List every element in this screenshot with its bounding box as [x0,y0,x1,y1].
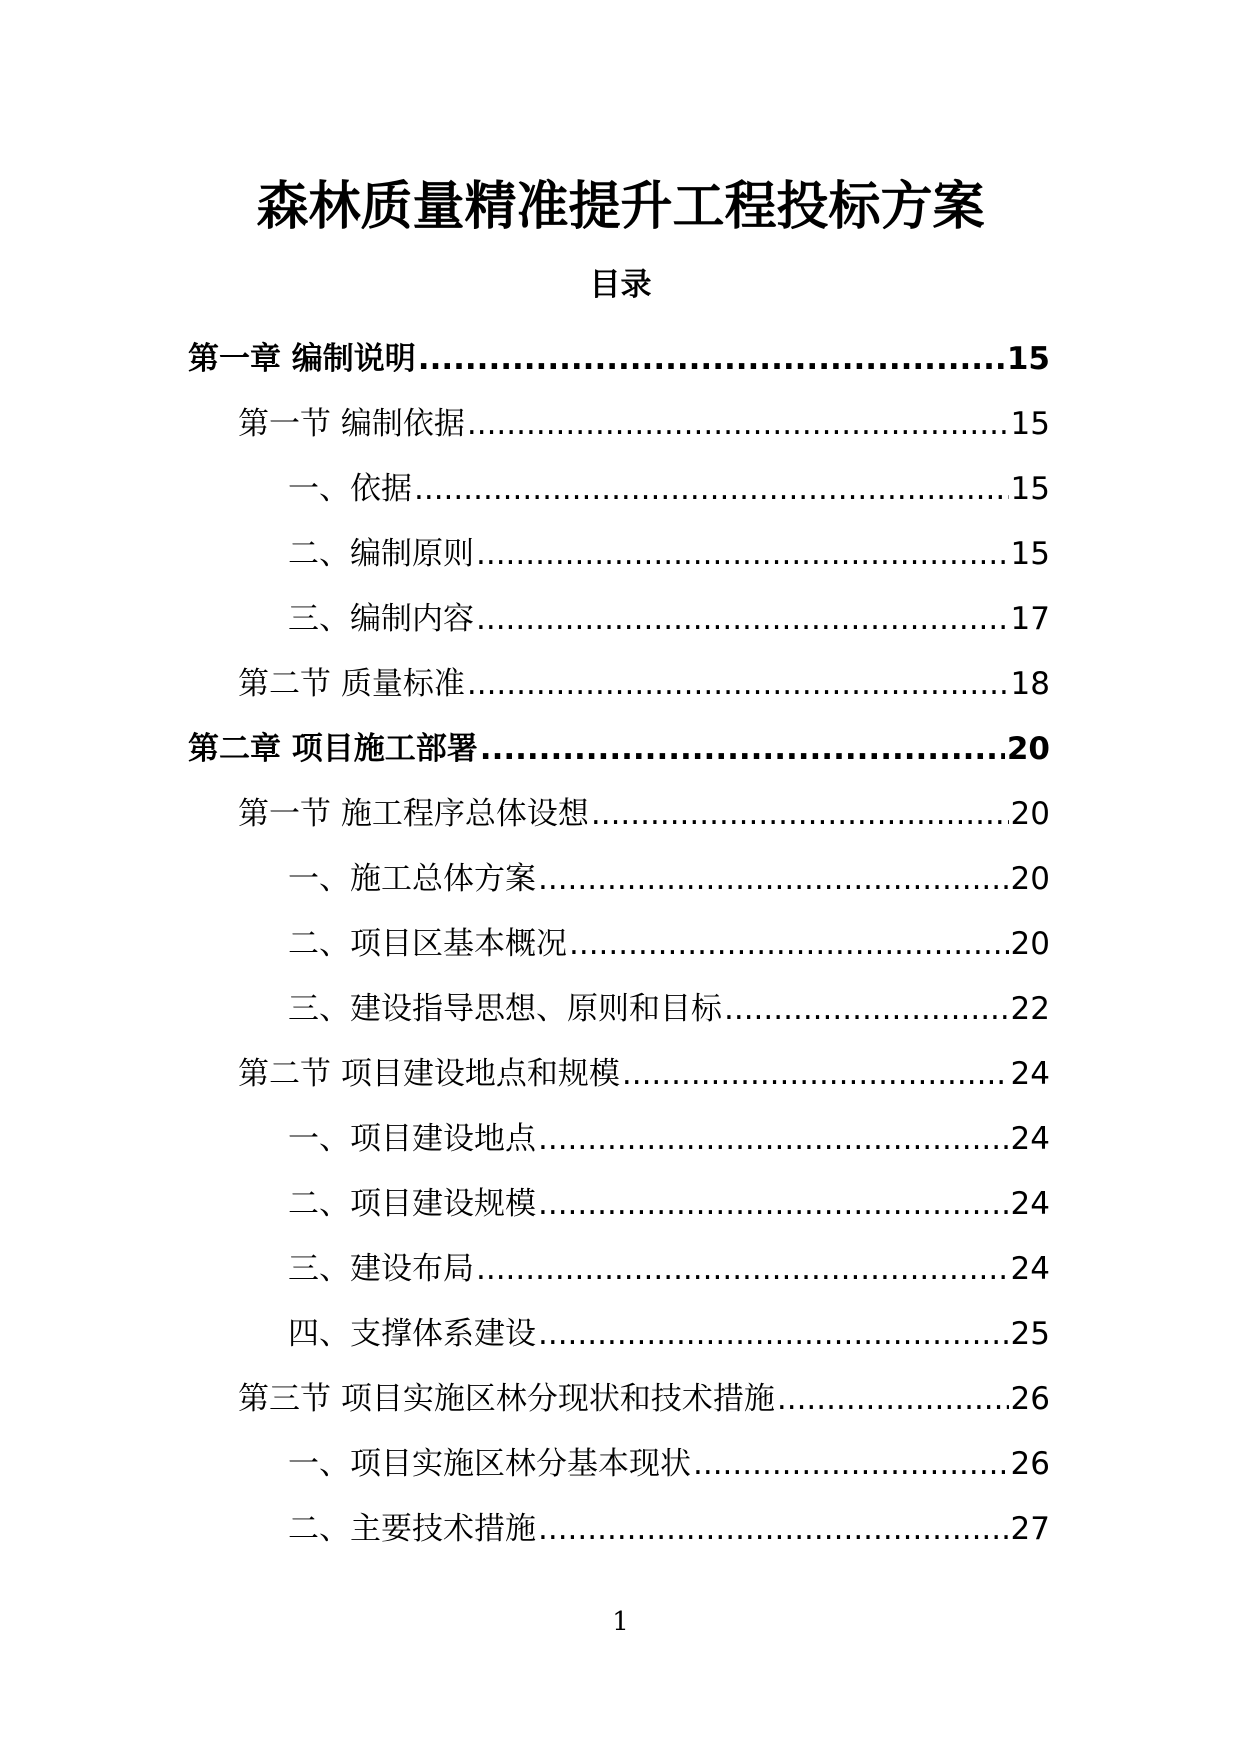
toc-entry-label: 二、项目区基本概况 [288,925,567,962]
toc-entry-page: 15 [1010,535,1050,572]
toc-entry-label: 一、施工总体方案 [288,860,536,897]
toc-dot-leader [591,794,1009,834]
toc-entry-label: 三、建设布局 [288,1250,474,1287]
toc-entry-label: 一、项目建设地点 [288,1120,536,1157]
toc-entry-page: 20 [1010,860,1050,897]
toc-entry-level-3[interactable] [0,1496,1241,1561]
toc-entry-page: 20 [1010,795,1050,832]
toc-entry-label: 二、主要技术措施 [288,1510,536,1547]
toc-dot-leader [476,599,1009,639]
toc-entry-page: 22 [1010,990,1050,1027]
toc-entry-page: 17 [1010,600,1050,637]
toc-entry-label: 三、建设指导思想、原则和目标 [288,990,722,1027]
toc-entry-label: 第一章 编制说明 [188,340,416,377]
document-title: 森林质量精准提升工程投标方案 [256,177,985,237]
toc-dot-leader [467,664,1009,704]
toc-dot-leader [538,1314,1009,1354]
toc-entry-page: 24 [1010,1120,1050,1157]
toc-entry-page: 15 [1006,340,1050,377]
toc-entry-level-3[interactable] [0,521,1241,586]
toc-entry-label: 第二节 项目建设地点和规模 [238,1055,620,1092]
toc-dot-leader [476,1249,1009,1289]
toc-entry-label: 一、项目实施区林分基本现状 [288,1445,691,1482]
toc-entry-level-3[interactable] [0,1171,1241,1236]
toc-dot-leader [693,1444,1009,1484]
toc-entry-level-2[interactable] [0,391,1241,456]
table-of-contents [0,326,1241,1561]
toc-dot-leader [538,859,1009,899]
toc-dot-leader [418,339,1005,379]
toc-entry-page: 20 [1006,730,1050,767]
toc-dot-leader [467,404,1009,444]
toc-entry-level-1[interactable] [0,326,1241,391]
page-number: 1 [612,1607,629,1637]
toc-entry-label: 一、依据 [288,470,412,507]
toc-entry-page: 15 [1010,405,1050,442]
toc-entry-page: 24 [1010,1250,1050,1287]
toc-entry-label: 第二章 项目施工部署 [188,730,478,767]
toc-entry-label: 二、编制原则 [288,535,474,572]
toc-entry-level-2[interactable] [0,781,1241,846]
toc-dot-leader [569,924,1009,964]
toc-entry-label: 第三节 项目实施区林分现状和技术措施 [238,1380,775,1417]
toc-entry-page: 27 [1010,1510,1050,1547]
toc-entry-level-2[interactable] [0,1041,1241,1106]
toc-entry-level-3[interactable] [0,586,1241,651]
toc-entry-label: 第一节 编制依据 [238,405,465,442]
toc-entry-page: 26 [1010,1445,1050,1482]
toc-entry-level-3[interactable] [0,846,1241,911]
toc-entry-level-2[interactable] [0,651,1241,716]
toc-dot-leader [622,1054,1009,1094]
toc-entry-label: 三、编制内容 [288,600,474,637]
toc-entry-level-3[interactable] [0,976,1241,1041]
toc-dot-leader [480,729,1005,769]
toc-dot-leader [724,989,1009,1029]
toc-dot-leader [538,1119,1009,1159]
toc-entry-level-3[interactable] [0,1301,1241,1366]
toc-entry-page: 25 [1010,1315,1050,1352]
toc-entry-level-3[interactable] [0,1236,1241,1301]
toc-entry-page: 15 [1010,470,1050,507]
toc-entry-level-2[interactable] [0,1366,1241,1431]
toc-entry-label: 二、项目建设规模 [288,1185,536,1222]
toc-entry-label: 四、支撑体系建设 [288,1315,536,1352]
toc-entry-page: 26 [1010,1380,1050,1417]
toc-entry-page: 18 [1010,665,1050,702]
toc-entry-level-3[interactable] [0,456,1241,521]
toc-dot-leader [538,1509,1009,1549]
toc-entry-level-3[interactable] [0,1106,1241,1171]
toc-dot-leader [538,1184,1009,1224]
toc-entry-label: 第一节 施工程序总体设想 [238,795,589,832]
toc-entry-page: 20 [1010,925,1050,962]
toc-entry-label: 第二节 质量标准 [238,665,465,702]
toc-entry-level-3[interactable] [0,911,1241,976]
toc-entry-page: 24 [1010,1185,1050,1222]
toc-dot-leader [777,1379,1009,1419]
toc-dot-leader [414,469,1009,509]
toc-entry-page: 24 [1010,1055,1050,1092]
toc-heading: 目录 [589,267,652,303]
toc-entry-level-1[interactable] [0,716,1241,781]
toc-entry-level-3[interactable] [0,1431,1241,1496]
toc-dot-leader [476,534,1009,574]
